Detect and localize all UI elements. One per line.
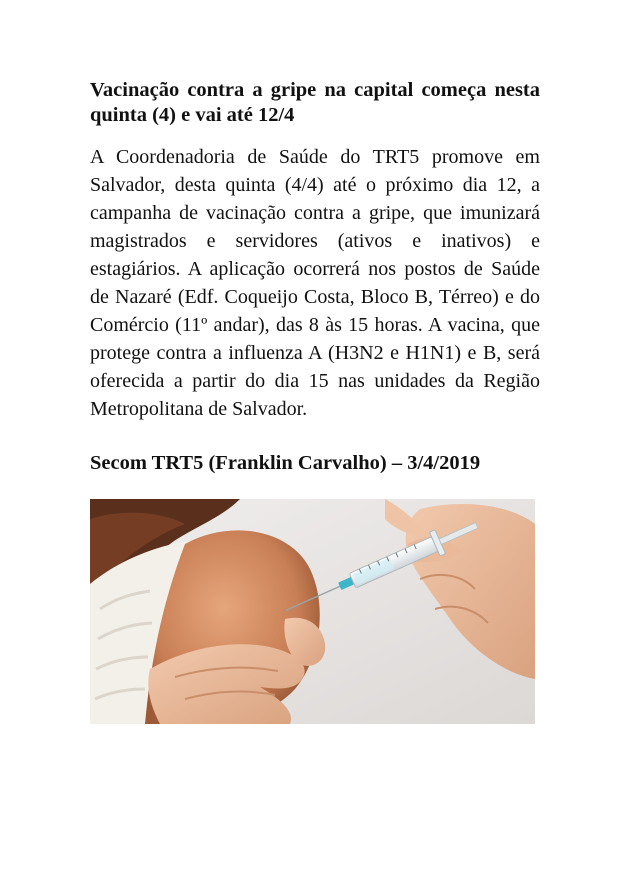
article-title: Vacinação contra a gripe na capital começa nesta quinta (4) e vai até 12/4	[90, 79, 540, 126]
article-body: A Coordenadoria de Saúde do TRT5 promove em Salvador, desta quinta (4/4) até o próximo dia 12, a campanha de vacinação contra a gripe, que imunizará magistrados e servidores (ativos e inativos) e estagiários. A aplicação ocorrerá nos postos de Saúde de Nazaré (Edf. Coqueijo Costa, Bloco B, Térreo) e do Comércio (11º andar), das 8 às 15 horas. A vacina, que protege contra a influenza A (H3N2 e H1N1) e B, será oferecida a partir do dia 15 nas unidades da Região Metropolitana de Salvador.	[90, 146, 540, 420]
vaccination-photo	[90, 499, 535, 724]
article-credit: Secom TRT5 (Franklin Carvalho) – 3/4/2019	[90, 452, 481, 474]
